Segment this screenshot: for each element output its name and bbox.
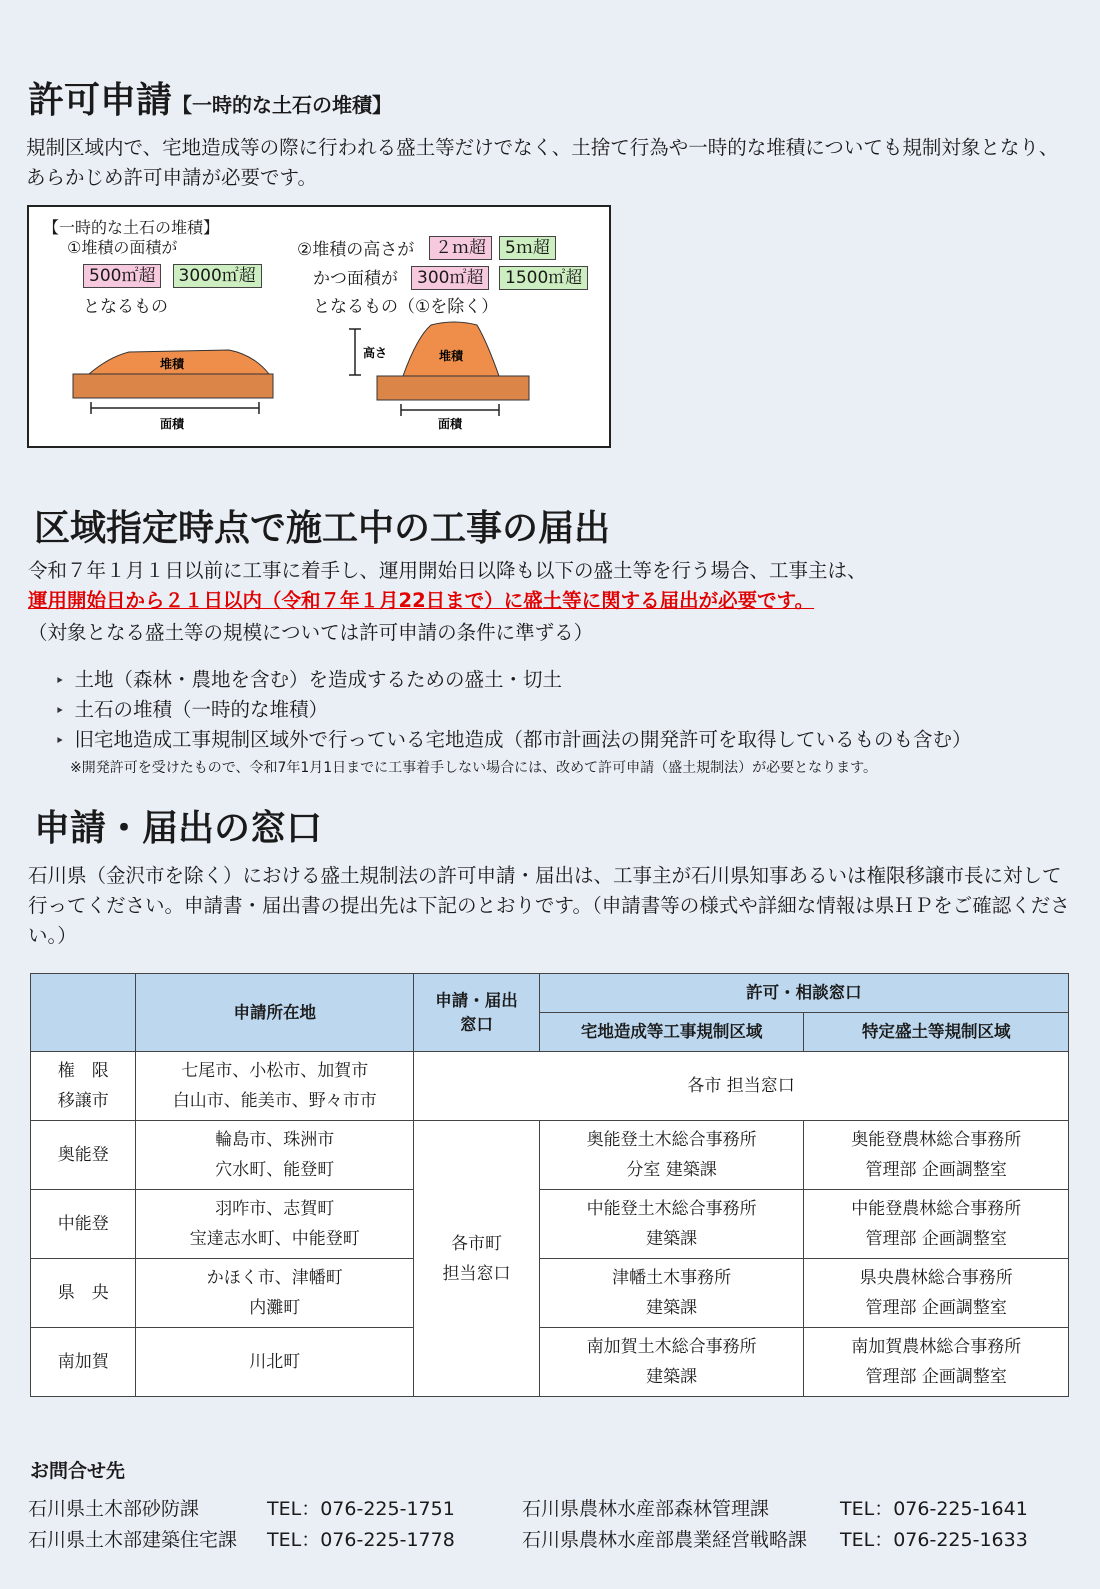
right-tag-c: 300㎡超 [411,266,489,290]
right-pile-label: 堆積 [438,349,464,363]
left-ground [73,374,273,398]
table-corner [31,974,136,1052]
permit-subtitle: 【一時的な土石の堆積】 [172,93,393,117]
takuchi-cell: 津幡土木事務所 建築課 [539,1259,804,1328]
office-table [30,973,1069,1397]
cities-cell: 輪島市、珠洲市 穴水町、能登町 [136,1121,414,1190]
pile-diagram [29,207,609,446]
left-area-label: 面積 [159,417,185,431]
contact-name: 石川県土木部建築住宅課 [28,1529,238,1551]
contact-tel: TEL：076-225-1778 [267,1529,455,1551]
region-cell: 権 限 移譲市 [31,1052,136,1121]
notice-bullet-list [55,665,971,755]
list-item: ‣ 土石の堆積（一時的な堆積） [55,695,971,725]
right-area-condition: かつ面積が [313,269,398,289]
table-row [31,1121,1069,1190]
cities-cell: 川北町 [136,1328,414,1397]
left-tag-a: 500㎡超 [83,264,161,288]
table-row [31,1328,1069,1397]
window-cell: 各市 担当窓口 [414,1052,1069,1121]
takuchi-cell: 南加賀土木総合事務所 建築課 [539,1328,804,1397]
contact-name: 石川県土木部砂防課 [28,1498,200,1520]
tokutei-cell: 県央農林総合事務所 管理部 企画調整室 [804,1259,1069,1328]
list-item: ‣ 土地（森林・農地を含む）を造成するための盛土・切土 [55,665,971,695]
right-end-text: となるもの（①を除く） [313,297,499,317]
cities-cell: 七尾市、小松市、加賀市 白山市、能美市、野々市市 [136,1052,414,1121]
notice-footnote: ※開発許可を受けたもので、令和7年1月1日までに工事着手しない場合には、改めて許可申請（盛土規制法）が必要となります。 [70,760,878,776]
right-area-label: 面積 [437,417,463,431]
notice-title: 区域指定時点で施工中の工事の届出 [34,508,611,549]
region-cell: 県 央 [31,1259,136,1328]
left-pile-label: 堆積 [159,357,185,371]
right-ground [377,376,529,400]
list-item: ‣ 旧宅地造成工事規制区域外で行っている宅地造成（都市計画法の開発許可を取得しているものも含む） [55,725,971,755]
header-tokutei: 特定盛土等規制区域 [804,1013,1069,1052]
contact-tel: TEL：076-225-1751 [267,1498,455,1520]
table-row [31,1190,1069,1259]
contact-name: 石川県農林水産部森林管理課 [522,1498,770,1520]
right-tag-b: 5ｍ超 [499,236,556,260]
table-row [31,1259,1069,1328]
contact-tel: TEL：076-225-1633 [840,1529,1028,1551]
cities-cell: 羽咋市、志賀町 宝達志水町、中能登町 [136,1190,414,1259]
takuchi-cell: 奥能登土木総合事務所 分室 建築課 [539,1121,804,1190]
notice-deadline: 運用開始日から２１日以内（令和７年１月22日まで）に盛土等に関する届出が必要です。 [28,589,815,612]
permit-title [28,72,392,123]
permit-title-text: 許可申請 [28,80,173,121]
notice-text [28,556,1078,648]
header-takuchi: 宅地造成等工事規制区域 [539,1013,804,1052]
contact-title: お問合せ先 [30,1460,126,1482]
notice-line3: （対象となる盛土等の規模については許可申請の条件に準ずる） [28,621,594,644]
figure-left-condition: ①堆積の面積が [67,238,178,257]
contact-name: 石川県農林水産部農業経営戦略課 [522,1529,808,1551]
header-location: 申請所在地 [136,974,414,1052]
contact-tel: TEL：076-225-1641 [840,1498,1028,1520]
region-cell: 南加賀 [31,1328,136,1397]
window-title: 申請・届出の窓口 [34,808,323,849]
region-cell: 中能登 [31,1190,136,1259]
right-height-condition: ②堆積の高さが [297,240,415,260]
tokutei-cell: 奥能登農林総合事務所 管理部 企画調整室 [804,1121,1069,1190]
table-row [31,1052,1069,1121]
left-tag-b: 3000㎡超 [173,264,262,288]
tokutei-cell: 南加賀農林総合事務所 管理部 企画調整室 [804,1328,1069,1397]
pile-figure [27,205,611,448]
tokutei-cell: 中能登農林総合事務所 管理部 企画調整室 [804,1190,1069,1259]
left-end-text: となるもの [83,297,168,317]
takuchi-cell: 中能登土木総合事務所 建築課 [539,1190,804,1259]
right-tag-d: 1500㎡超 [499,266,588,290]
shared-window-cell: 各市町 担当窓口 [414,1121,540,1397]
region-cell: 奥能登 [31,1121,136,1190]
right-tag-a: ２ｍ超 [429,236,492,260]
permit-text: 規制区域内で、宅地造成等の際に行われる盛土等だけでなく、土捨て行為や一時的な堆積についても規制対象となり、あらかじめ許可申請が必要です。 [26,136,1059,189]
figure-heading: 【一時的な土石の堆積】 [43,218,220,237]
cities-cell: かほく市、津幡町 内灘町 [136,1259,414,1328]
height-label: 高さ [363,346,388,360]
notice-line1: 令和７年１月１日以前に工事に着手し、運用開始日以降も以下の盛土等を行う場合、工事主は、 [28,559,867,582]
header-consult: 許可・相談窓口 [539,974,1068,1013]
window-text: 石川県（金沢市を除く）における盛土規制法の許可申請・届出は、工事主が石川県知事あるいは権限移譲市長に対して行ってください。申請書・届出書の提出先は下記のとおりです。（申請書等の様式や詳細な情報は県ＨＰをご確認ください。） [28,864,1070,947]
header-apply: 申請・届出 窓口 [414,974,540,1052]
